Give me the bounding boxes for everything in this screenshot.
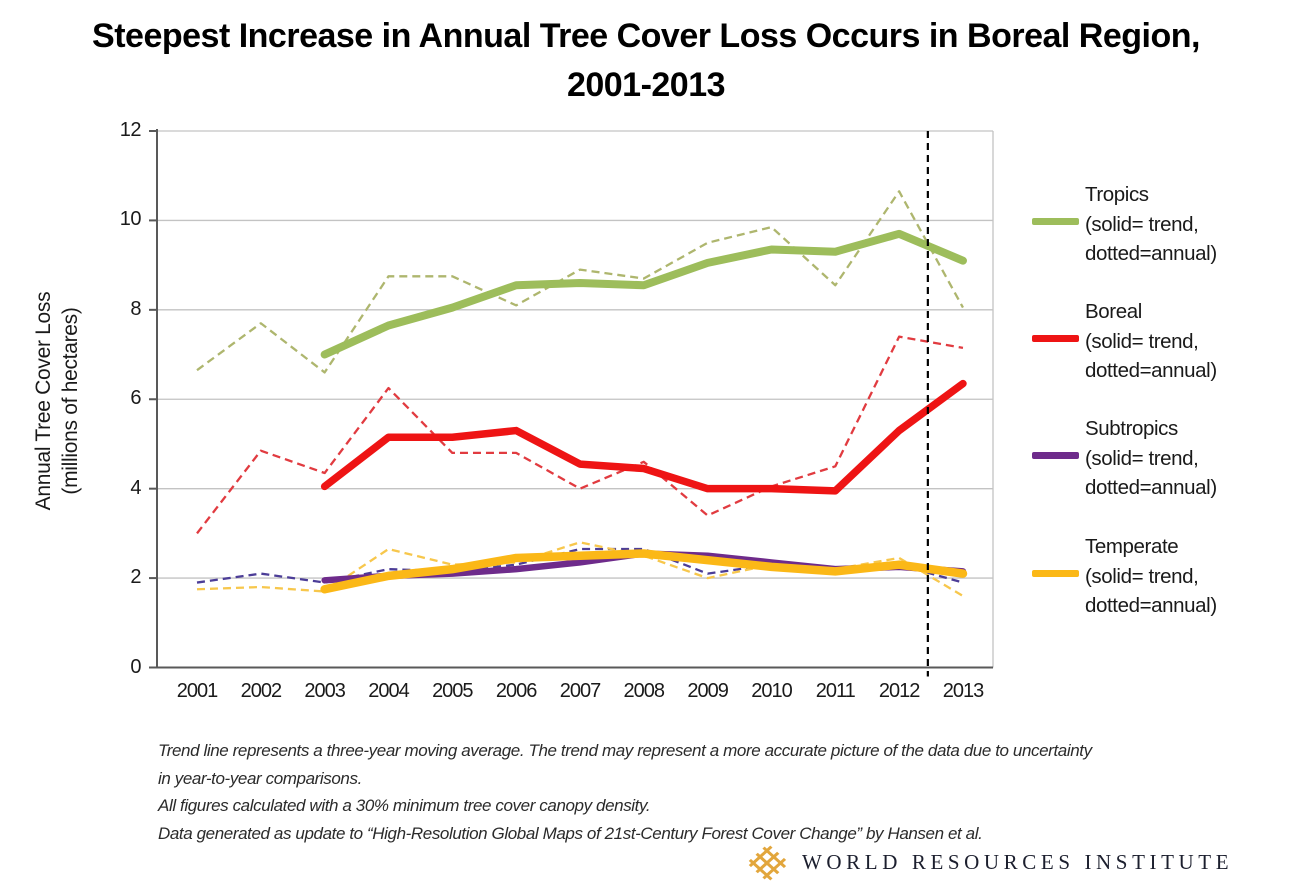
legend-note-1: (solid= trend, (1085, 564, 1199, 588)
legend-label: Tropics (1085, 183, 1149, 206)
footnote-line-3: All figures calculated with a 30% minimum tree cover canopy density. (158, 796, 651, 815)
legend-label: Boreal (1085, 300, 1142, 323)
y-axis-label-line1: Annual Tree Cover Loss (32, 291, 55, 511)
wri-lattice-icon (746, 843, 790, 883)
x-tick-label-2009: 2009 (687, 680, 728, 702)
y-tick-label-2: 2 (130, 566, 141, 589)
legend-swatch-tropics (1032, 218, 1079, 225)
chart-title-line1: Steepest Increase in Annual Tree Cover Loss Occurs in Boreal Region, (92, 17, 1200, 55)
legend-note-1: (solid= trend, (1085, 446, 1199, 470)
x-tick-label-2001: 2001 (176, 680, 218, 702)
x-tick-label-2002: 2002 (240, 680, 282, 702)
y-tick-label-6: 6 (130, 387, 141, 410)
footnote-line-1: Trend line represents a three-year moving average. The trend may represent a more accurate picture of the data due to uncertainty (158, 741, 1092, 760)
x-tick-label-2007: 2007 (559, 680, 601, 702)
legend-text-tropics (1085, 180, 1217, 269)
x-tick-label-2013: 2013 (942, 680, 984, 702)
legend-label: Temperate (1085, 535, 1179, 558)
legend-text-temperate (1085, 532, 1217, 621)
legend-text-subtropics (1085, 414, 1217, 503)
y-axis-label-line2: (millions of hectares) (59, 307, 82, 495)
y-tick-label-4: 4 (130, 476, 141, 499)
legend-note-2: dotted=annual) (1085, 242, 1217, 265)
legend-text-boreal (1085, 297, 1217, 386)
x-tick-label-2004: 2004 (368, 680, 409, 702)
x-tick-label-2010: 2010 (751, 680, 792, 702)
y-tick-label-12: 12 (119, 119, 141, 141)
x-tick-label-2003: 2003 (304, 680, 345, 702)
y-tick-label-10: 10 (119, 208, 141, 231)
y-tick-label-0: 0 (130, 655, 141, 678)
legend-label: Subtropics (1085, 417, 1178, 440)
series-line-tropics-trend (325, 234, 963, 355)
legend-note-2: dotted=annual) (1085, 594, 1217, 617)
x-tick-label-2005: 2005 (432, 680, 473, 702)
legend-note-1: (solid= trend, (1085, 212, 1199, 236)
legend-note-1: (solid= trend, (1085, 329, 1199, 353)
legend-swatch-boreal (1032, 335, 1079, 342)
legend-swatch-temperate (1032, 570, 1079, 577)
series-line-temperate-trend (325, 553, 963, 589)
footnote-line-2: in year-to-year comparisons. (158, 768, 362, 788)
x-tick-label-2011: 2011 (815, 680, 855, 702)
x-tick-label-2012: 2012 (878, 680, 920, 702)
x-tick-label-2008: 2008 (623, 680, 665, 702)
footnote-line-4: Data generated as update to “High-Resolution Global Maps of 21st-Century Forest Cover Change” by Hansen et al. (158, 823, 983, 843)
wri-logo-text: WORLD RESOURCES INSTITUTE (802, 850, 1234, 874)
series-line-boreal-annual (197, 337, 963, 534)
legend-note-2: dotted=annual) (1085, 359, 1217, 382)
legend-note-2: dotted=annual) (1085, 476, 1217, 499)
legend-swatch-subtropics (1032, 452, 1079, 459)
x-tick-label-2006: 2006 (495, 680, 537, 702)
wri-logo (746, 842, 1233, 883)
chart-title-line2: 2001-2013 (566, 66, 726, 104)
y-tick-label-8: 8 (130, 297, 141, 320)
